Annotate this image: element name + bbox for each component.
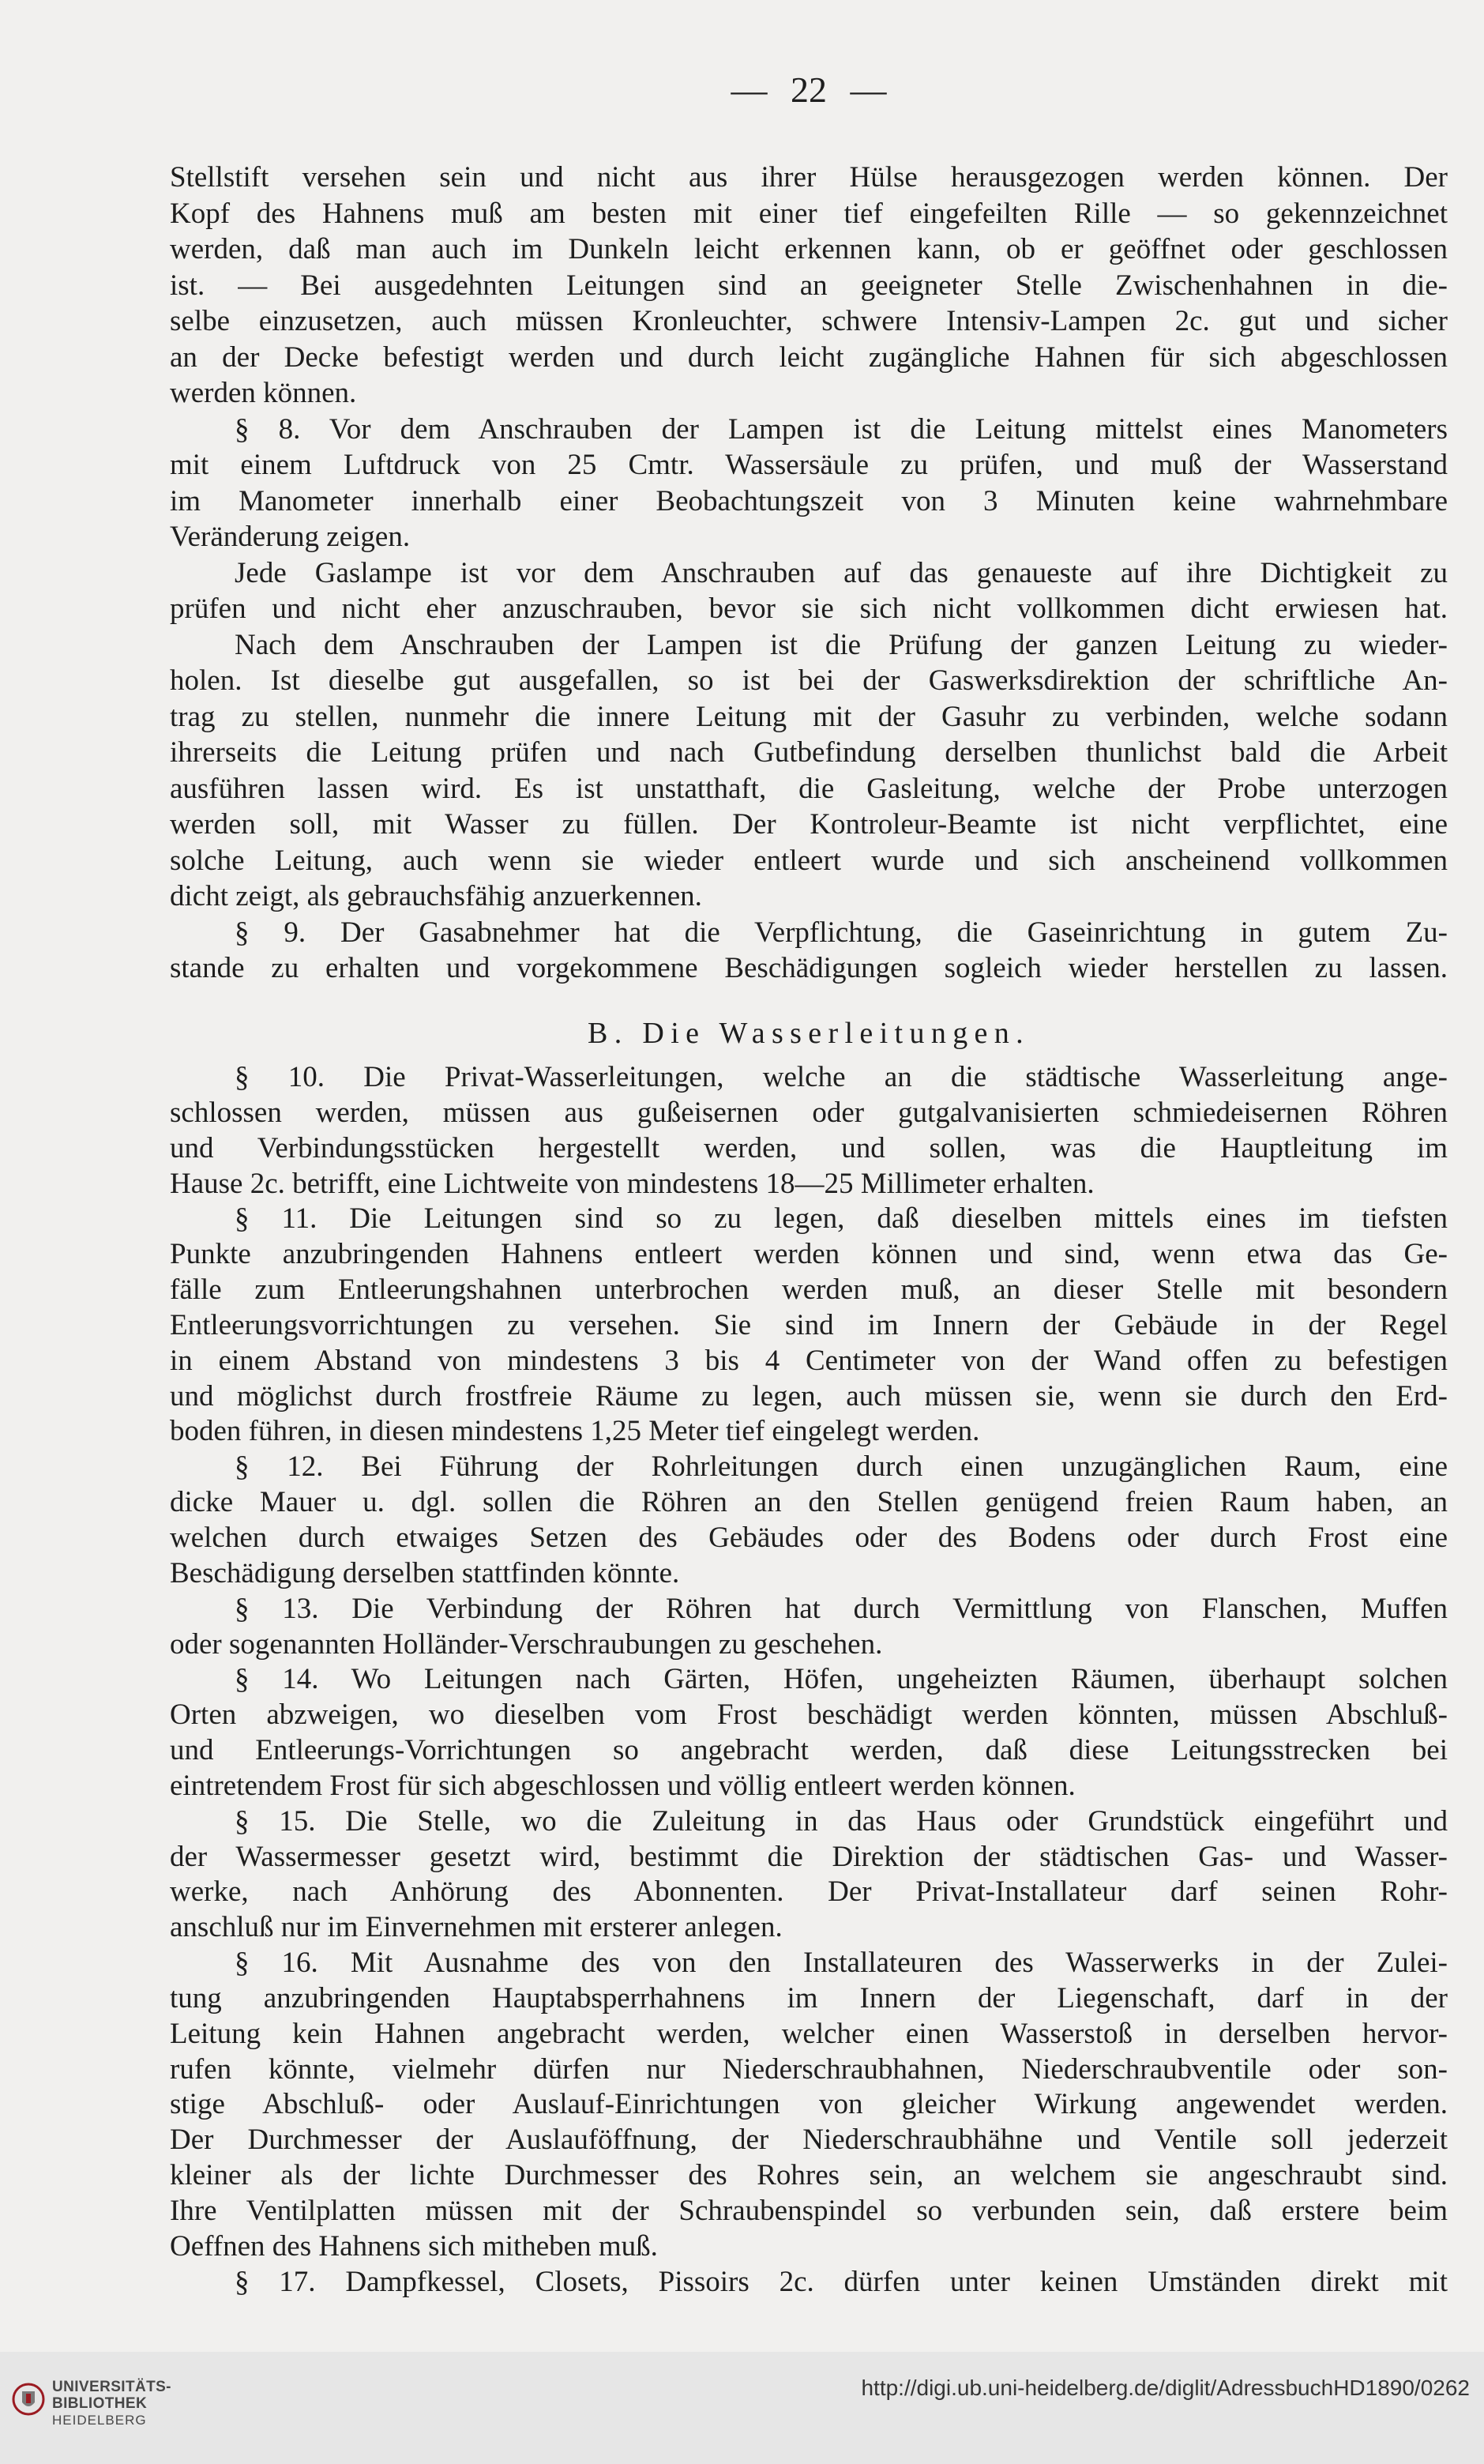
- text-line: im Manometer innerhalb einer Beobachtungszeit von 3 Minuten keine wahrnehmbare: [170, 484, 1448, 517]
- text-line: und Verbindungsstücken hergestellt werden, und sollen, was die Hauptleitung im: [170, 1131, 1448, 1164]
- text-line: holen. Ist dieselbe gut ausgefallen, so ist bei der Gaswerksdirektion der schriftliche An-: [170, 664, 1448, 697]
- text-line: Ihre Ventilplatten müssen mit der Schraubenspindel so verbunden sein, daß erstere beim: [170, 2195, 1448, 2227]
- text-line: Oeffnen des Hahnens sich mitheben muß.: [170, 2229, 658, 2263]
- logo-text-line: BIBLIOTHEK: [52, 2395, 148, 2412]
- logo-text-line: UNIVERSITÄTS-: [52, 2379, 171, 2395]
- text-line: rufen könnte, vielmehr dürfen nur Niederschraubhahnen, Niederschraubventile oder son-: [170, 2052, 1448, 2086]
- logo-wordmark: [52, 2379, 171, 2428]
- text-line: und möglichst durch frostfreie Räume zu legen, auch müssen sie, wenn sie durch den Erd-: [170, 1379, 1448, 1413]
- text-line: dicht zeigt, als gebrauchsfähig anzuerkennen.: [170, 880, 702, 912]
- paragraph-start-line: § 11. Die Leitungen sind so zu legen, daß dieselben mittels eines im tiefsten: [235, 1202, 1448, 1236]
- text-line: eintretendem Frost für sich abgeschlossen und völlig entleert werden können.: [170, 1769, 1076, 1802]
- text-line: werden soll, mit Wasser zu füllen. Der Kontroleur-Beamte ist nicht verpflichtet, eine: [170, 808, 1448, 841]
- paragraph-start-line: § 17. Dampfkessel, Closets, Pissoirs 2c. dürfen unter keinen Umständen direkt mit: [235, 2265, 1448, 2298]
- water-regulations-text: [170, 1060, 1448, 2300]
- text-line: werden können.: [170, 377, 357, 409]
- paragraph-start-line: Nach dem Anschrauben der Lampen ist die Prüfung der ganzen Leitung zu wieder-: [235, 628, 1448, 661]
- text-line: Orten abzweigen, wo dieselben vom Frost beschädigt werden könnten, müssen Abschluß-: [170, 1698, 1448, 1732]
- footer-bar: [0, 2352, 1484, 2464]
- paragraph-start-line: § 16. Mit Ausnahme des von den Installateuren des Wasserwerks in der Zulei-: [235, 1947, 1448, 1980]
- source-url[interactable]: http://digi.ub.uni-heidelberg.de/diglit/AdressbuchHD1890/0262: [861, 2376, 1470, 2400]
- page-number: — 22 —: [731, 70, 887, 110]
- text-line: Stellstift versehen sein und nicht aus ihrer Hülse herausgezogen werden können. Der: [170, 161, 1448, 194]
- text-line: ihrerseits die Leitung prüfen und nach Gutbefindung derselben thunlichst bald die Arbeit: [170, 736, 1448, 769]
- text-line: Kopf des Hahnens muß am besten mit einer tief eingefeilten Rille — so gekennzeichnet: [170, 197, 1448, 230]
- text-line: der Wassermesser gesetzt wird, bestimmt die Direktion der städtischen Gas- und Wasser-: [170, 1840, 1448, 1873]
- text-line: in einem Abstand von mindestens 3 bis 4 Centimeter von der Wand offen zu befestigen: [170, 1344, 1448, 1377]
- paragraph-start-line: § 10. Die Privat-Wasserleitungen, welche an die städtische Wasserleitung ange-: [235, 1061, 1448, 1093]
- text-line: trag zu stellen, nunmehr die innere Leitung mit der Gasuhr zu verbinden, welche sodann: [170, 700, 1448, 733]
- text-line: Beschädigung derselben stattfinden könnte.: [170, 1556, 680, 1589]
- text-line: werden, daß man auch im Dunkeln leicht erkennen kann, ob er geöffnet oder geschlossen: [170, 233, 1448, 265]
- text-line: Entleerungsvorrichtungen zu versehen. Sie sind im Innern der Gebäude in der Regel: [170, 1308, 1448, 1341]
- text-line: stande zu erhalten und vorgekommene Beschädigungen sogleich wieder herstellen zu lassen.: [170, 952, 1448, 984]
- section-heading: B. Die Wasserleitungen.: [588, 1017, 1030, 1050]
- text-line: tung anzubringenden Hauptabsperrhahnens im Innern der Liegenschaft, darf in der: [170, 1981, 1448, 2014]
- text-line: Punkte anzubringenden Hahnens entleert werden können und sind, wenn etwa das Ge-: [170, 1238, 1448, 1271]
- text-line: dicke Mauer u. dgl. sollen die Röhren an den Stellen genügend freien Raum haben, an: [170, 1486, 1448, 1519]
- gas-regulations-text: [170, 160, 1448, 987]
- text-line: stige Abschluß- oder Auslauf-Einrichtungen von gleicher Wirkung angewendet werden.: [170, 2088, 1448, 2121]
- text-line: selbe einzusetzen, auch müssen Kronleuchter, schwere Intensiv-Lampen 2c. gut und sicher: [170, 305, 1448, 337]
- paragraph-start-line: § 9. Der Gasabnehmer hat die Verpflichtung, die Gaseinrichtung in gutem Zu-: [235, 916, 1448, 949]
- paragraph-start-line: § 8. Vor dem Anschrauben der Lampen ist die Leitung mittelst eines Manometers: [235, 412, 1448, 446]
- text-line: an der Decke befestigt werden und durch leicht zugängliche Hahnen für sich abgeschlossen: [170, 340, 1448, 374]
- text-line: schlossen werden, müssen aus gußeisernen oder gutgalvanisierten schmiedeisernen Röhren: [170, 1096, 1448, 1129]
- text-line: boden führen, in diesen mindestens 1,25 Meter tief eingelegt werden.: [170, 1415, 980, 1448]
- paragraph-start-line: § 15. Die Stelle, wo die Zuleitung in das Haus oder Grundstück eingeführt und: [235, 1804, 1448, 1838]
- text-line: oder sogenannten Holländer-Verschraubungen zu geschehen.: [170, 1627, 883, 1661]
- text-line: Veränderung zeigen.: [170, 521, 411, 553]
- text-line: Leitung kein Hahnen angebracht werden, welcher einen Wasserstoß in derselben hervor-: [170, 2017, 1448, 2050]
- paragraph-start-line: § 14. Wo Leitungen nach Gärten, Höfen, ungeheizten Räumen, überhaupt solchen: [235, 1663, 1448, 1696]
- text-line: ausführen lassen wird. Es ist unstatthaft, die Gasleitung, welche der Probe unterzogen: [170, 772, 1448, 805]
- paragraph-start-line: § 13. Die Verbindung der Röhren hat durch Vermittlung von Flanschen, Muffen: [235, 1592, 1448, 1625]
- logo-text-line: HEIDELBERG: [52, 2413, 147, 2428]
- library-seal-icon: [11, 2376, 46, 2426]
- text-line: solche Leitung, auch wenn sie wieder entleert wurde und sich anscheinend vollkommen: [170, 844, 1448, 877]
- text-line: prüfen und nicht eher anzuschrauben, bevor sie sich nicht vollkommen dicht erwiesen hat.: [170, 592, 1448, 625]
- library-logo: [11, 2376, 209, 2428]
- text-line: und Entleerungs-Vorrichtungen so angebracht werden, daß diese Leitungsstrecken bei: [170, 1734, 1448, 1767]
- text-line: mit einem Luftdruck von 25 Cmtr. Wassersäule zu prüfen, und muß der Wasserstand: [170, 449, 1448, 481]
- text-line: fälle zum Entleerungshahnen unterbrochen werden muß, an dieser Stelle mit besondern: [170, 1273, 1448, 1307]
- text-line: Hause 2c. betrifft, eine Lichtweite von mindestens 18—25 Millimeter erhalten.: [170, 1167, 1095, 1200]
- text-line: ist. — Bei ausgedehnten Leitungen sind an geeigneter Stelle Zwischenhahnen in die-: [170, 269, 1448, 302]
- paragraph-start-line: § 12. Bei Führung der Rohrleitungen durch einen unzugänglichen Raum, eine: [235, 1450, 1448, 1484]
- text-line: anschluß nur im Einvernehmen mit ersterer anlegen.: [170, 1911, 783, 1944]
- text-line: Der Durchmesser der Auslauföffnung, der Niederschraubhähne und Ventile soll jederzeit: [170, 2124, 1448, 2157]
- text-line: kleiner als der lichte Durchmesser des Rohres sein, an welchem sie angeschraubt sind.: [170, 2159, 1448, 2192]
- paragraph-start-line: Jede Gaslampe ist vor dem Anschrauben auf das genaueste auf ihre Dichtigkeit zu: [235, 556, 1448, 589]
- text-line: werke, nach Anhörung des Abonnenten. Der Privat-Installateur darf seinen Rohr-: [170, 1875, 1448, 1909]
- text-line: welchen durch etwaiges Setzen des Gebäudes oder des Bodens oder durch Frost eine: [170, 1521, 1448, 1554]
